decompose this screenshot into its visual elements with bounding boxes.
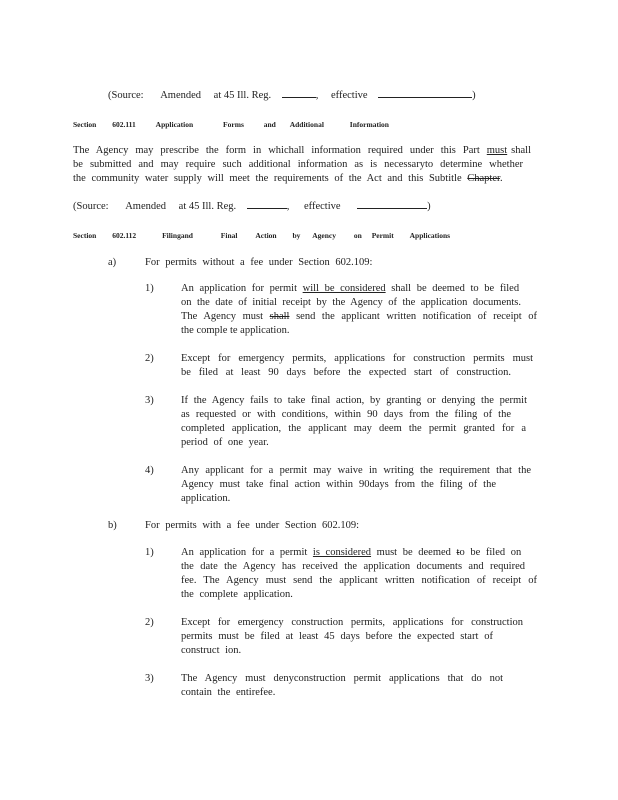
item-a4-number: 4) — [145, 465, 154, 476]
effective-date-blank — [357, 199, 427, 209]
register-blank — [282, 88, 316, 98]
item-b2-number: 2) — [145, 617, 154, 628]
item-a3-line-4: period of one year. — [181, 437, 269, 448]
item-b1-line-3: fee. The Agency must send the applicant written notification of receipt of — [181, 575, 537, 586]
struck-text: t — [456, 547, 460, 558]
subsection-a-text: For permits without a fee under Section 602.109: — [145, 257, 373, 268]
item-a1-line-2: on the date of initial receipt by the Agency of the application documents. — [181, 297, 521, 308]
section-602-112-heading: Section 602.112 Filingand Final Action by Agency on Permit Applications — [73, 231, 451, 240]
register-blank — [247, 199, 287, 209]
effective-date-blank — [378, 88, 472, 98]
item-a2-number: 2) — [145, 353, 154, 364]
item-a3-line-2: as requested or with conditions, within 90 days from the filing of the — [181, 409, 511, 420]
item-b2-line-2: permits must be filed at least 45 days before the expected start of — [181, 631, 493, 642]
struck-text: shall — [269, 311, 290, 322]
item-a3-number: 3) — [145, 395, 154, 406]
item-b1-line-2: the date the Agency has received the application documents and required — [181, 561, 525, 572]
section-602-111-text-line-3: the community water supply will meet the requirements of the Act and this Subtitle Chapter. — [73, 173, 503, 184]
item-a1-line-1: An application for permit will be considered shall be deemed to be filed — [181, 283, 520, 294]
item-b1-number: 1) — [145, 547, 154, 558]
subsection-a-label: a) — [108, 257, 117, 268]
source-note-1: (Source: Amended at 45 Ill. Reg. , effective ) — [108, 90, 476, 101]
item-a1-line-4: the comple te application. — [181, 325, 290, 336]
item-b1-line-4: the complete application. — [181, 589, 293, 600]
item-a3-line-3: completed application, the applicant may deem the permit granted for a — [181, 423, 526, 434]
inserted-text: will be considered — [302, 283, 386, 294]
item-a3-line-1: If the Agency fails to take final action, by granting or denying the permit — [181, 395, 527, 406]
item-a2-line-2: be filed at least 90 days before the expected start of construction. — [181, 367, 511, 378]
source-label: (Source: — [108, 90, 144, 101]
subsection-b-label: b) — [108, 520, 117, 531]
item-b1-line-1: An application for a permit is considered must be deemed to be filed on — [181, 547, 522, 558]
item-a4-line-1: Any applicant for a permit may waive in writing the requirement that the — [181, 465, 531, 476]
source-note-2: (Source: Amended at 45 Ill. Reg. , effective ) — [73, 201, 431, 212]
inserted-text: is considered — [312, 547, 372, 558]
section-602-111-text-line-1: The Agency may prescribe the form in whichall information required under this Part must shall — [73, 145, 532, 156]
item-b3-line-2: contain the entirefee. — [181, 687, 276, 698]
item-a1-number: 1) — [145, 283, 154, 294]
item-b2-line-3: construct ion. — [181, 645, 242, 656]
item-a4-line-2: Agency must take final action within 90days from the filing of the — [181, 479, 496, 490]
inserted-text: must — [486, 145, 508, 156]
section-602-111-text-line-2: be submitted and may require such additional information as is necessaryto determine whether — [73, 159, 523, 170]
item-a4-line-3: application. — [181, 493, 231, 504]
source-label: (Source: — [73, 201, 109, 212]
struck-text: Chapter — [467, 173, 500, 184]
item-b3-line-1: The Agency must denyconstruction permit applications that do not — [181, 673, 503, 684]
subsection-b-text: For permits with a fee under Section 602.109: — [145, 520, 360, 531]
section-602-111-heading: Section 602.111 Application Forms and Additional Information — [73, 120, 389, 129]
item-a2-line-1: Except for emergency permits, applications for construction permits must — [181, 353, 533, 364]
item-b3-number: 3) — [145, 673, 154, 684]
item-b2-line-1: Except for emergency construction permits, applications for construction — [181, 617, 523, 628]
item-a1-line-3: The Agency must shall send the applicant written notification of receipt of — [181, 311, 538, 322]
